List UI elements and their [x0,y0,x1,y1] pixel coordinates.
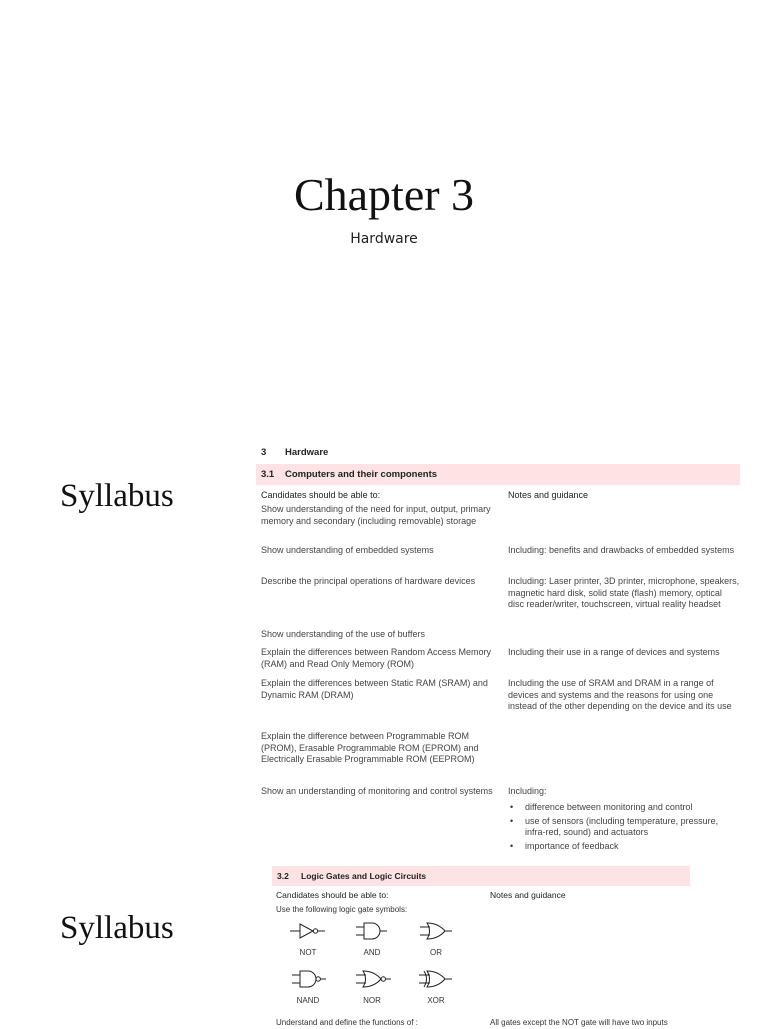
gate-label: OR [430,948,442,957]
subsection-title: Computers and their components [285,469,438,480]
nor-gate [348,968,396,1005]
or-gate [412,920,460,957]
subsection-number: 3.2 [277,871,289,881]
subsection-band-3-1 [256,464,740,485]
list-item: • use of sensors (including temperature, pressure, infra-red, sound) and actuators [508,816,740,839]
not-gate [284,920,332,957]
table-row-left: Show understanding of the need for input, output, primary memory and secondary (including removable) storage [261,504,491,526]
table-row-left: Explain the differences between Static RAM (SRAM) and Dynamic RAM (DRAM) [261,678,488,700]
bullet-list [508,802,740,852]
list-item: • importance of feedback [508,841,740,853]
subsection-title: Logic Gates and Logic Circuits [301,871,427,881]
gate-label: NAND [296,996,320,1005]
gate-label: NOT [299,948,317,957]
gate-label: AND [363,948,381,957]
table-row-right: Including their use in a range of devices and systems [508,647,720,657]
table-row-left: Explain the differences between Random Access Memory (RAM) and Read Only Memory (ROM) [261,647,491,669]
and-gate-icon [352,920,392,942]
col-left-head: Candidates should be able to: [261,490,381,500]
nand-gate [284,968,332,1005]
nand-gate-icon [288,968,328,990]
section-heading [261,447,328,458]
table-row-right: Including: Laser printer, 3D printer, microphone, speakers, magnetic hard disk, solid state (flash) memory, optical disc reader/writer, touchscreen, virtual reality headset [508,576,740,610]
syllabus-label-1: Syllabus [60,478,174,514]
table-row-right: Including: [508,786,547,796]
col-right-head: Notes and guidance [490,890,566,900]
symbols-intro: Use the following logic gate symbols: [276,905,408,914]
col-right-head: Notes and guidance [508,490,589,500]
table-row-right: Including the use of SRAM and DRAM in a range of devices and systems and the reasons for using one instead of the other depending on the device and its use [508,678,732,712]
not-gate-icon [288,920,328,942]
gate-label: XOR [427,996,445,1005]
chapter-title: Chapter 3 [293,169,475,220]
gate-label: NOR [363,996,381,1005]
table-row-left: Understand and define the functions of : [276,1018,418,1027]
table-row-left: Describe the principal operations of hardware devices [261,576,476,586]
table-row-left: Show understanding of the use of buffers [261,629,425,639]
list-item: • difference between monitoring and control [508,802,740,814]
xor-gate [412,968,460,1005]
and-gate [348,920,396,957]
table-row-right: All gates except the NOT gate will have two inputs [490,1018,668,1027]
syllabus-label-2: Syllabus [60,910,174,946]
table-row-right: Including: benefits and drawbacks of embedded systems [508,545,735,555]
or-gate-icon [416,920,456,942]
table-row-left: Show an understanding of monitoring and control systems [261,786,493,796]
subsection-number: 3.1 [261,469,275,480]
chapter-subtitle: Hardware [350,231,418,247]
section-number: 3 [261,447,267,458]
table-row-left: Show understanding of embedded systems [261,545,434,555]
nor-gate-icon [352,968,392,990]
section-title: Hardware [285,447,329,458]
col-left-head: Candidates should be able to: [276,890,389,900]
table-row-left: Explain the difference between Programmable ROM (PROM), Erasable Programmable ROM (EPROM) and Electrically Erasable Programmable ROM (EEPROM) [261,731,479,765]
xor-gate-icon [416,968,456,990]
subsection-band-3-2 [272,866,690,886]
